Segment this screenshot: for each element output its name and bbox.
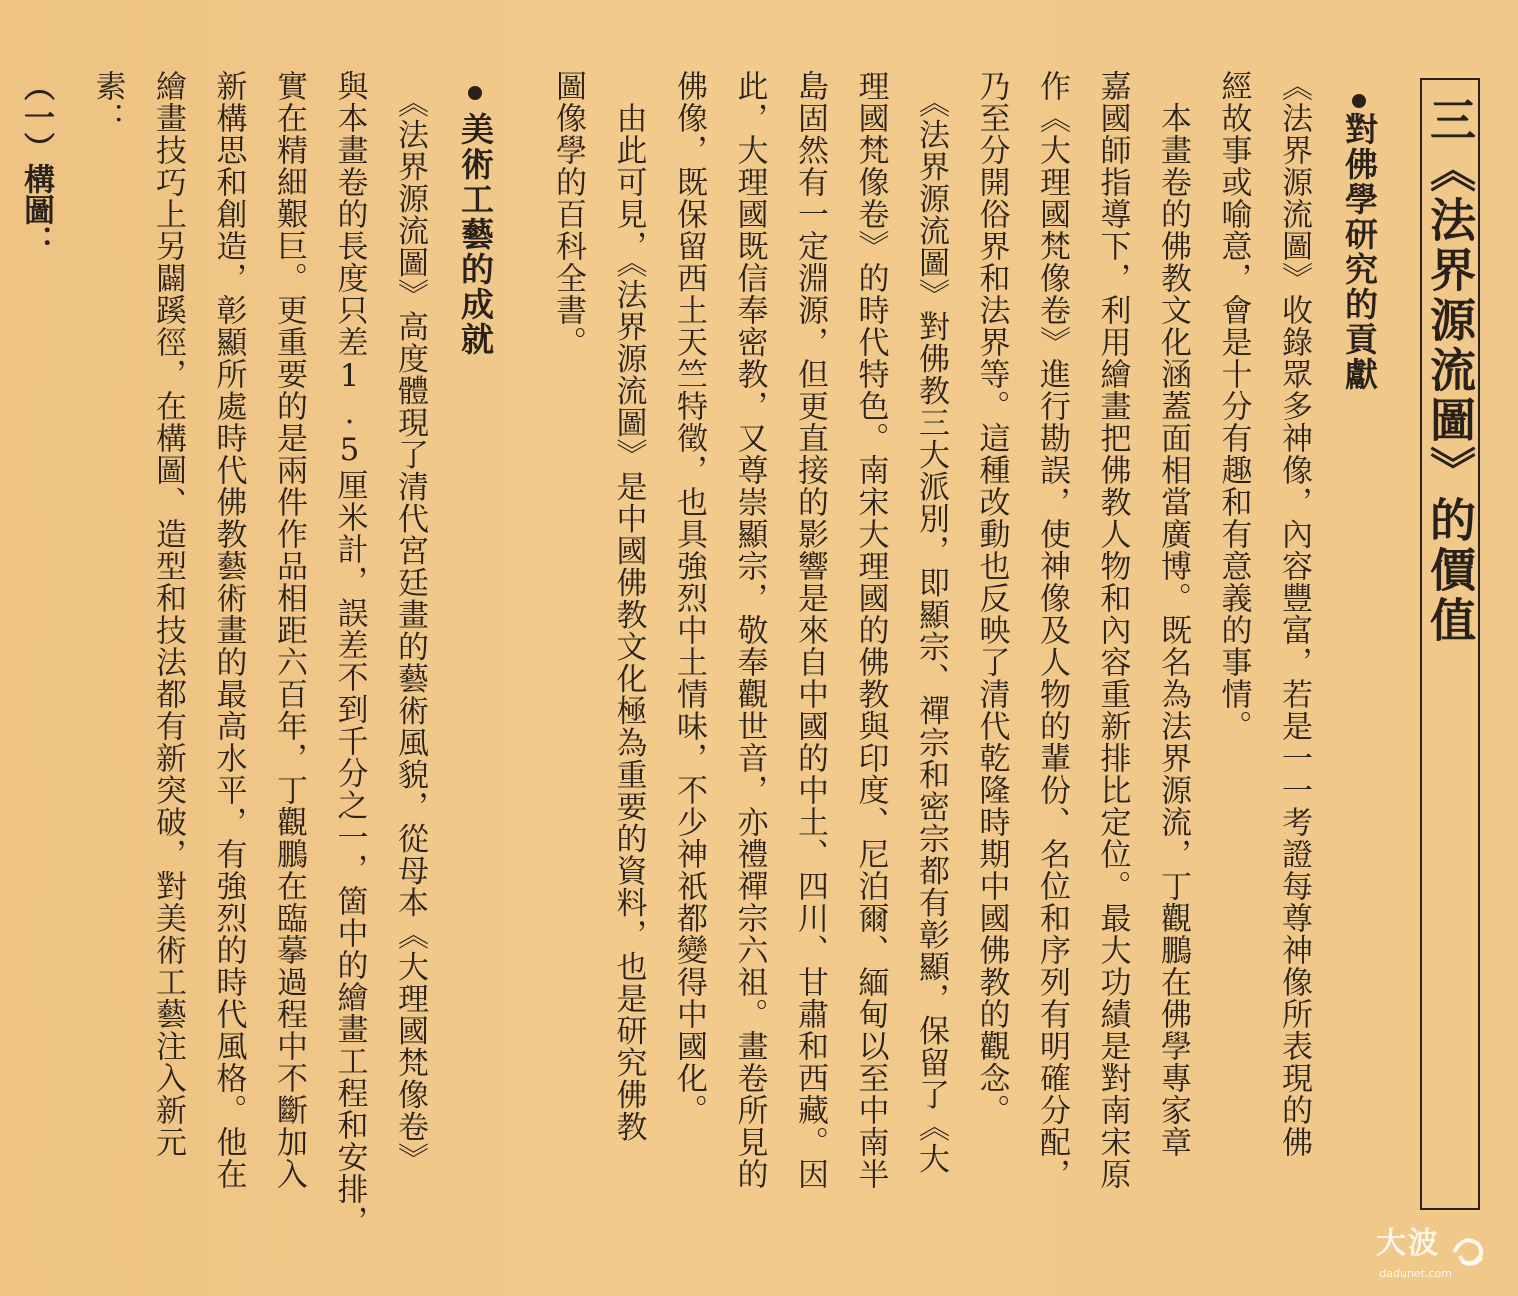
- section1-text-line: 此，大理國既信奉密教，又尊崇顯宗，敬奉觀世音，亦禮禪宗六祖。畫卷所見的: [731, 70, 768, 1190]
- section1-text-line: 島固然有一定淵源，但更直接的影響是來自中國的中土、四川、甘肅和西藏。因: [792, 70, 828, 1190]
- section1-title: 對佛學研究的貢獻: [1340, 112, 1379, 392]
- chapter-heading: 三《法界源流圖》的價值: [1423, 96, 1477, 646]
- section1-text-line: 乃至分開俗界和法界等。這種改動也反映了清代乾隆時期中國佛教的觀念。: [973, 70, 1010, 1126]
- section2-text-line: 繪畫技巧上另闢蹊徑，在構圖、造型和技法都有新突破，對美術工藝注入新元: [150, 70, 186, 1158]
- section1-text-line: 佛像，既保留西土天竺特徵，也具強烈中土情味，不少神祇都變得中國化。: [671, 70, 707, 1126]
- section1-text-line: 嘉國師指導下，利用繪畫把佛教人物和內容重新排比定位。最大功績是對南宋原: [1094, 70, 1131, 1190]
- watermark-url: dadunet.com: [1379, 1267, 1452, 1280]
- subsection-label: （一）構圖：: [18, 70, 54, 256]
- section2-text-line: 《法界源流圖》高度體現了清代宮廷畫的藝術風貌，從母本《大理國梵像卷》: [392, 70, 428, 1175]
- section1-text-line: 作《大理國梵像卷》進行勘誤，使神像及人物的輩份、名位和序列有明確分配，: [1034, 70, 1070, 1190]
- section2-text-line: 素：: [89, 70, 126, 134]
- section1-text-line: 經故事或喻意，會是十分有趣和有意義的事情。: [1215, 70, 1252, 742]
- section1-text-line: 本畫卷的佛教文化涵蓋面相當廣博。既名為法界源流，丁觀鵬在佛學專家章: [1155, 70, 1191, 1158]
- section1-text-line: 《法界源流圖》對佛教三大派別，即顯宗、禪宗和密宗都有彰顯，保留了《大: [913, 70, 949, 1175]
- section2-title: 美術工藝的成就: [456, 112, 495, 357]
- section2-text-line: 與本畫卷的長度只差1.5厘米計，誤差不到千分之一，箇中的繪畫工程和安排，: [331, 70, 368, 1237]
- section1-text-line: 理國梵像卷》的時代特色。南宋大理國的佛教與印度、尼泊爾、緬甸以至中南半: [852, 70, 889, 1190]
- section2-text-line: 新構思和創造，彰顯所處時代佛教藝術畫的最高水平，有強烈的時代風格。他在: [210, 70, 247, 1190]
- bullet-icon: [1352, 94, 1366, 108]
- section1-text-line: 圖像學的百科全書。: [550, 70, 586, 358]
- section1-text-line: 《法界源流圖》收錄眾多神像，內容豐富，若是一一考證每尊神像所表現的佛: [1276, 70, 1312, 1158]
- watermark-text: 大波: [1376, 1226, 1440, 1261]
- section2-text-line: 實在精細艱巨。更重要的是兩件作品相距六百年，丁觀鵬在臨摹過程中不斷加入: [271, 70, 307, 1190]
- bullet-icon: [468, 86, 482, 100]
- section1-text-line: 由此可見，《法界源流圖》是中國佛教文化極為重要的資料，也是研究佛教: [610, 70, 647, 1143]
